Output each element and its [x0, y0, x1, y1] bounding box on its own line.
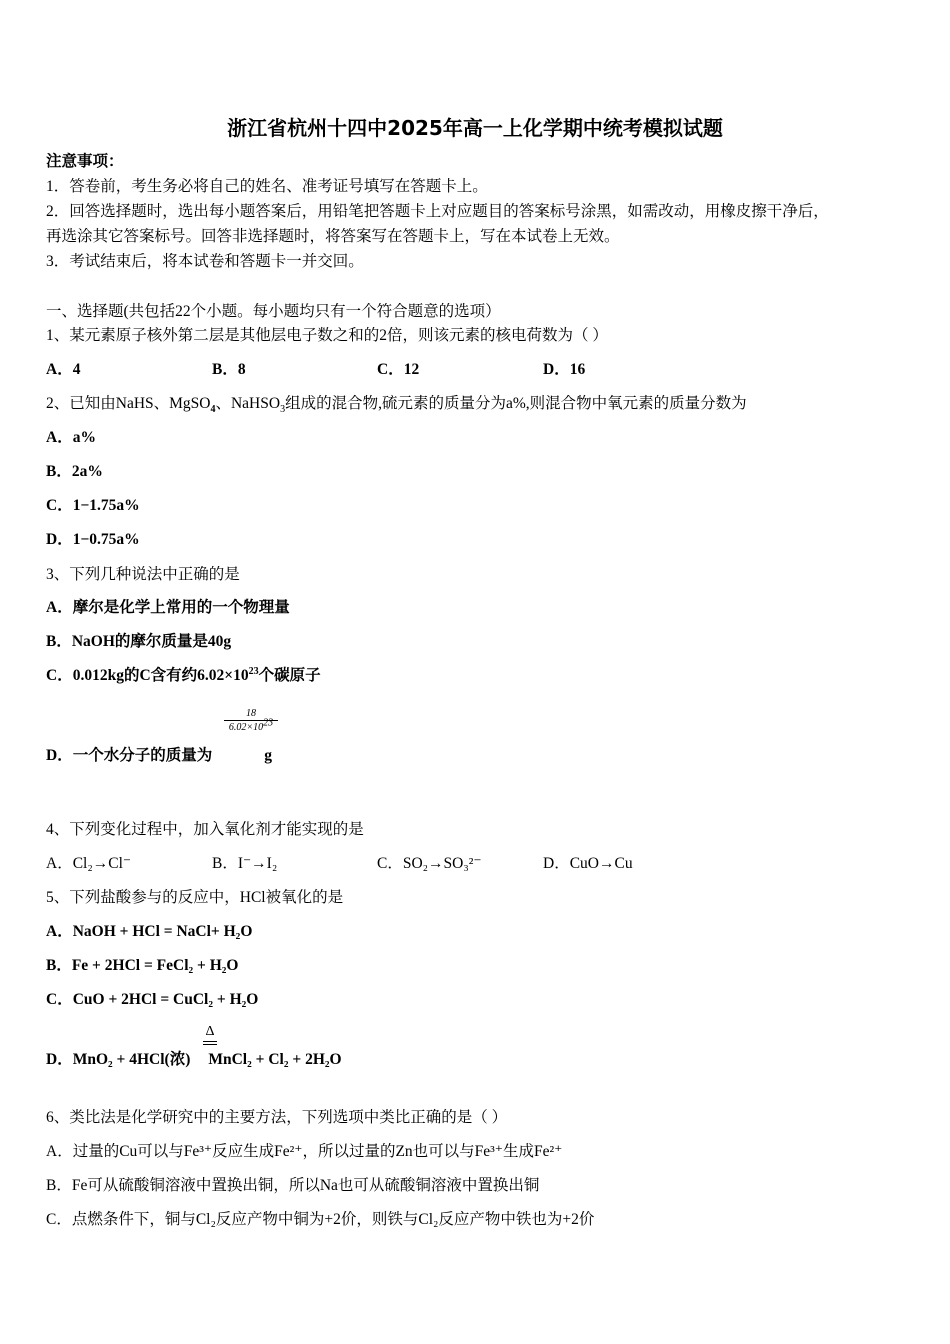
q5-stem: 5、下列盐酸参与的反应中，HCl被氧化的是	[46, 889, 344, 906]
notice-item-2a: 2．回答选择题时，选出每小题答案后，用铅笔把答题卡上对应题目的答案标号涂黑，如需改动，用橡皮擦干净后，	[46, 203, 829, 220]
page-title: 浙江省杭州十四中2025年高一上化学期中统考模拟试题	[227, 116, 723, 140]
fraction-denominator: $6.02\times 10^{23}$	[228, 717, 274, 733]
q4-stem: 4、下列变化过程中，加入氧化剂才能实现的是	[46, 821, 364, 838]
q1-option-d: D．16	[543, 361, 586, 378]
q5-option-a: A．NaOH + HCl = NaCl+ H₂O	[46, 923, 253, 940]
q1-stem: 1、某元素原子核外第二层是其他层电子数之和的2倍，则该元素的核电荷数为（ ）	[46, 327, 608, 344]
q2-stem: 2、已知由NaHS、MgSO$_4$、NaHSO$_3$组成的混合物,硫元素的质量分为a%,则混合物中氧元素的质量分数为	[46, 395, 747, 416]
q3-option-c: C．0.012kg的C含有约$6.02\times 10^{23}$个碳原子	[46, 665, 321, 684]
q6-option-b: B．Fe可从硫酸铜溶液中置换出铜，所以Na也可从硫酸铜溶液中置换出铜	[46, 1177, 540, 1194]
q6-option-a: A．过量的Cu可以与Fe³⁺反应生成Fe²⁺，所以过量的Zn也可以与Fe³⁺生成Fe²⁺	[46, 1143, 563, 1160]
q1-option-c: C．12	[377, 361, 420, 378]
q2-option-d: D．1−0.75a%	[46, 531, 140, 548]
q2-option-a: A．a%	[46, 429, 96, 446]
notice-item-1: 1．答卷前，考生务必将自己的姓名、准考证号填写在答题卡上。	[46, 178, 488, 195]
q4-option-a: A．Cl₂→Cl⁻	[46, 855, 132, 872]
q3-option-d: D．一个水分子的质量为 g	[46, 747, 272, 764]
q1-option-a: A．4	[46, 361, 81, 378]
heat-condition-symbol: Δ	[203, 1024, 217, 1045]
q4-option-c: C．SO₂→SO₃²⁻	[377, 855, 482, 872]
q3-stem: 3、下列几种说法中正确的是	[46, 566, 240, 583]
q2-option-c: C．1−1.75a%	[46, 497, 140, 514]
q3-option-b: B．NaOH的摩尔质量是40g	[46, 633, 232, 650]
q6-option-c: C．点燃条件下，铜与Cl₂反应产物中铜为+2价，则铁与Cl₂反应产物中铁也为+2价	[46, 1211, 595, 1228]
q3-option-a: A．摩尔是化学上常用的一个物理量	[46, 599, 290, 616]
q3-fraction	[224, 708, 278, 733]
q1-option-b: B．8	[212, 361, 246, 378]
notice-heading: 注意事项：	[46, 153, 124, 170]
fraction-numerator: 18	[224, 708, 278, 721]
q5-option-c: C．CuO + 2HCl = CuCl₂ + H₂O	[46, 991, 259, 1008]
q6-stem: 6、类比法是化学研究中的主要方法，下列选项中类比正确的是（ ）	[46, 1109, 508, 1126]
q5-option-b: B．Fe + 2HCl = FeCl₂ + H₂O	[46, 957, 239, 974]
section-heading: 一、选择题(共包括22个小题。每小题均只有一个符合题意的选项）	[46, 303, 501, 320]
notice-item-3: 3．考试结束后，将本试卷和答题卡一并交回。	[46, 253, 364, 270]
q4-option-d: D．CuO→Cu	[543, 855, 633, 872]
q5-option-d: D．MnO₂ + 4HCl(浓) MnCl₂ + Cl₂ + 2H₂O	[46, 1051, 342, 1068]
q2-option-b: B．2a%	[46, 463, 103, 480]
q4-option-b: B．I⁻→I₂	[212, 855, 278, 872]
notice-item-2b: 再选涂其它答案标号。回答非选择题时，将答案写在答题卡上，写在本试卷上无效。	[46, 228, 620, 245]
